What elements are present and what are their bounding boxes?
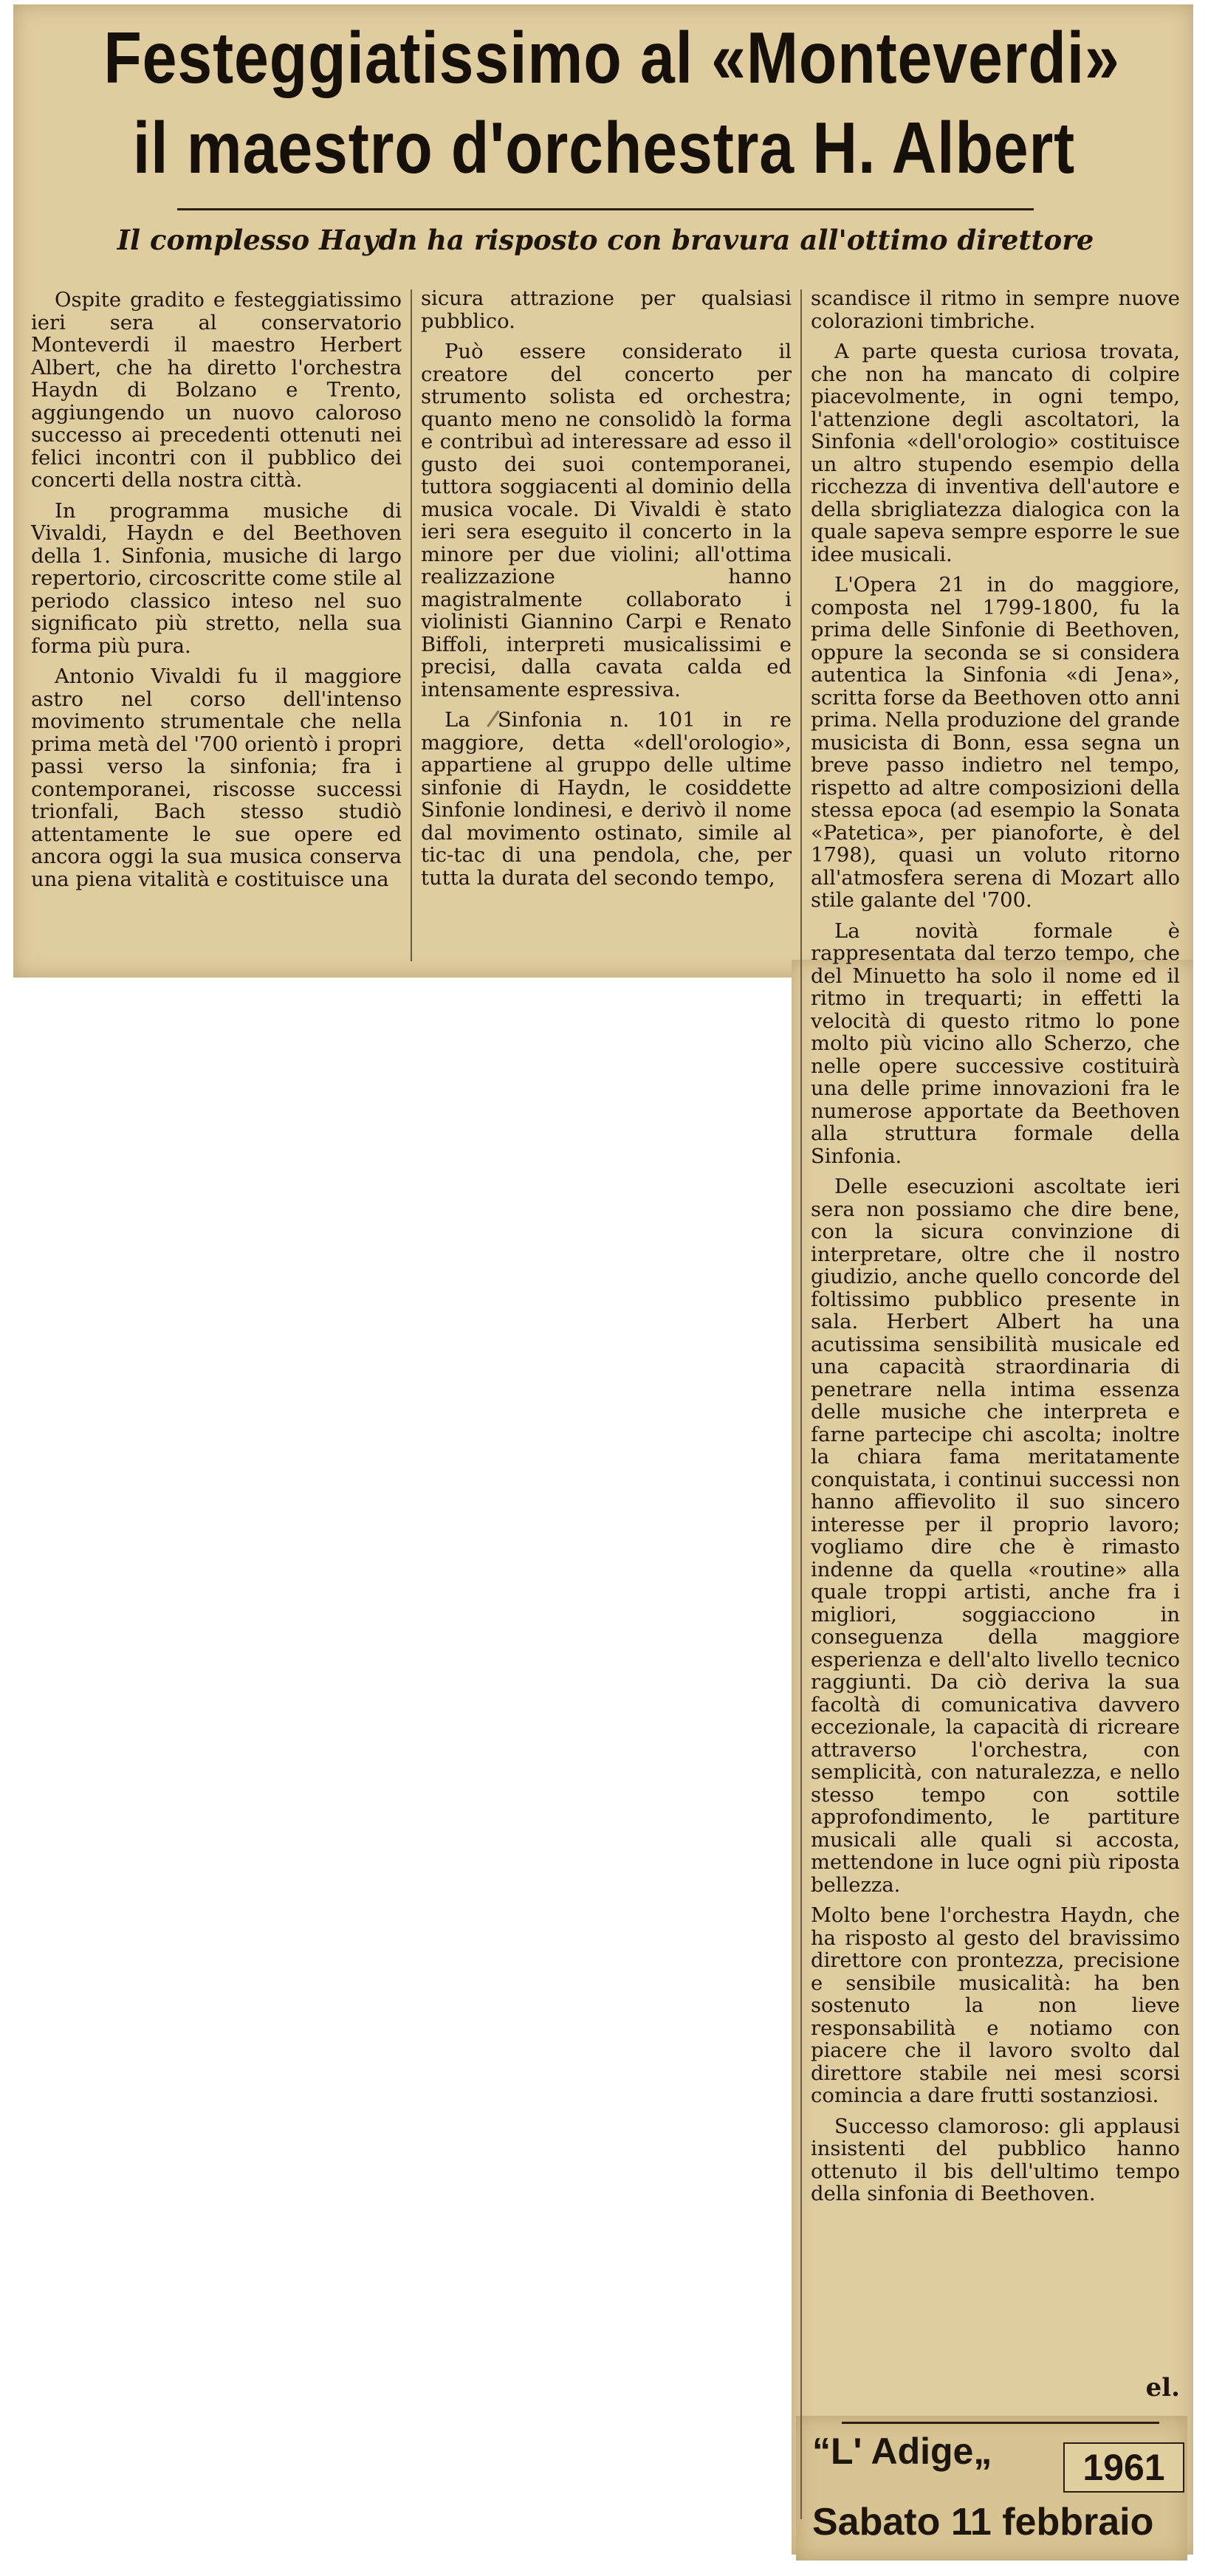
paragraph: Può essere considerato il creatore del concerto per strumento solista ed orchestra; quanto meno ne consolidò la forma e contribuì ad interessare ad esso il gusto dei suoi contemporanei, tuttora soggiacenti al dominio della musica vocale. Di Vivaldi è stato ieri sera eseguito il concerto in la minore per due violini; all'ottima realizzazione hanno magistralmente collaborato i violinisti Giannino Carpi e Renato Biffoli, interpreti musicalissimi e precisi, dalla cavata calda ed intensamente espressiva. (421, 340, 792, 701)
paragraph: Delle esecuzioni ascoltate ieri sera non possiamo che dire bene, con la sicura convinzione di interpretare, oltre che il nostro giudizio, anche quello concorde del foltissimo pubblico presente in sala. Herbert Albert ha una acutissima sensibilità musicale ed una capacità straordinaria di penetrare nella intima essenza delle musiche che interpreta e farne partecipe chi ascolta; inoltre la chiara fama meritatamente conquistata, i continui successi non hanno affievolito il suo sincero interesse per il proprio lavoro; vogliamo dire che è rimasto indenne da quella «routine» alla quale troppi artisti, anche fra i migliori, soggiacciono in conseguenza della maggiore esperienza e dell'alto livello tecnico raggiunti. Da ciò deriva la sua facoltà di comunicativa davvero eccezionale, la capacità di ricreare attraverso l'orchestra, con semplicità, con naturalezza, e nello stesso tempo con sottile approfondimento, le partiture musicali alle quali si accosta, mettendone in luce ogni più riposta bellezza. (811, 1175, 1180, 1897)
paragraph: sicura attrazione per qualsiasi pubblico. (421, 287, 792, 333)
article-column-3 (811, 288, 1180, 2214)
paragraph: Antonio Vivaldi fu il maggiore astro nel corso dell'intenso movimento strumentale che nella prima metà del '700 orientò i propri passi verso la sinfonia; fra i contemporanei, riscosse successi trionfali, Bach stesso studiò attentamente le sue opere ed ancora oggi la sua musica conserva una piena vitalità e costituisce una (31, 665, 402, 891)
publication-year: 1961 (1063, 2442, 1184, 2493)
column-divider-2 (800, 289, 802, 2519)
paragraph: La novità formale è rappresentata dal terzo tempo, che del Minuetto ha solo il nome ed il ritmo in trequarti; in effetti la velocità di questo ritmo lo pone molto più vicino allo Scherzo, che nelle opere successive costituirà una delle prime innovazioni fra le numerose apportate da Beethoven alla struttura formale della Sinfonia. (811, 919, 1180, 1168)
headline-line-1: Festeggiatissimo al «Monteverdi» (103, 17, 1120, 98)
paragraph: A parte questa curiosa trovata, che non ha mancato di colpire piacevolmente, in ogni tempo, l'attenzione degli ascoltatori, la Sinfonia «dell'orologio» costituisce un altro stupendo esempio della ricchezza di inventiva dell'autore e della sbrigliatezza dialogica con la quale sapeva sempre esporre le sue idee musicali. (811, 340, 1180, 566)
paragraph: scandisce il ritmo in sempre nuove colorazioni timbriche. (811, 287, 1180, 333)
paragraph: In programma musiche di Vivaldi, Haydn e del Beethoven della 1. Sinfonia, musiche di largo repertorio, circoscritte come stile al periodo classico inteso nel suo significato più stretto, nella sua forma più pura. (31, 499, 402, 658)
author-signature: el. (1145, 2373, 1180, 2402)
article-column-1 (31, 289, 402, 899)
column-divider-1 (411, 289, 412, 961)
paragraph: La Sinfonia n. 101 in re maggiore, detta «dell'orologio», appartiene al gruppo delle ultime sinfonie di Haydn, le cosiddette Sinfonie londinesi, e derivò il nome dal movimento ostinato, simile al tic-tac di una pendola, che, per tutta la durata del secondo tempo, (421, 709, 792, 890)
paragraph: Ospite gradito e festeggiatissimo ieri sera al conservatorio Monteverdi il maestro Herbert Albert, che ha diretto l'orchestra Haydn di Bolzano e Trento, aggiungendo un nuovo caloroso successo ai precedenti ottenuti nei felici incontri con il pubblico dei concerti della nostra città. (31, 289, 402, 492)
paragraph: Molto bene l'orchestra Haydn, che ha risposto al gesto del bravissimo direttore con prontezza, precisione e sensibile musicalità: ha ben sostenuto la non lieve responsabilità e notiamo con piacere che il lavoro svolto dal direttore stabile nei mesi scorsi comincia a dare frutti sostanziosi. (811, 1904, 1180, 2107)
subheadline: Il complesso Haydn ha risposto con bravura all'ottimo direttore (117, 224, 1094, 256)
paragraph: Successo clamoroso: gli applausi insistenti del pubblico hanno ottenuto il bis dell'ultimo tempo della sinfonia di Beethoven. (811, 2115, 1180, 2205)
label-divider (842, 2422, 1159, 2424)
paragraph: L'Opera 21 in do maggiore, composta nel 1799-1800, fu la prima delle Sinfonie di Beethoven, oppure la seconda se si considera autentica la Sinfonia «di Jena», scritta forse da Beethoven otto anni prima. Nella produzione del grande musicista di Bonn, essa segna un breve passo indietro nel tempo, rispetto ad altre composizioni della stessa epoca (ad esempio la Sonata «Patetica», per pianoforte, è del 1798), quasi un voluto ritorno all'atmosfera serena di Mozart allo stile galante del '700. (811, 574, 1180, 912)
article-column-2 (421, 288, 792, 898)
publication-name: “L' Adige„ (812, 2431, 992, 2472)
publication-date: Sabato 11 febbraio (812, 2501, 1154, 2544)
headline-line-2: il maestro d'orchestra H. Albert (132, 107, 1076, 188)
headline-divider (177, 208, 1034, 210)
